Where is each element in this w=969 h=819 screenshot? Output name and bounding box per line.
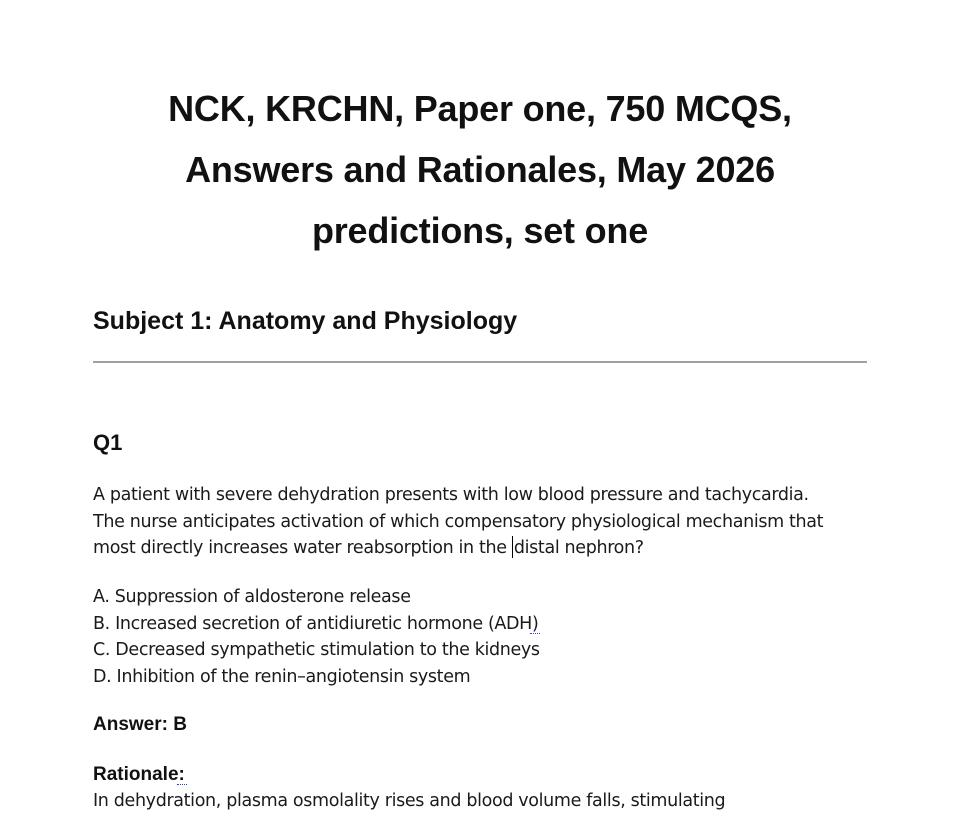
document-title — [93, 78, 867, 261]
title-line: predictions, set one — [311, 210, 649, 251]
stem-line — [93, 535, 867, 562]
answer-line: Answer: B — [93, 714, 187, 735]
rationale-text: In dehydration, plasma osmolality rises and blood volume falls, stimulating — [93, 791, 726, 811]
title-line: NCK, KRCHN, Paper one, 750 MCQS, — [168, 88, 792, 129]
option-c: C. Decreased sympathetic stimulation to the kidneys — [93, 640, 540, 660]
option-a: A. Suppression of aldosterone release — [93, 587, 411, 607]
stem-line-text: distal nephron? — [513, 538, 644, 558]
rationale-heading — [93, 762, 185, 788]
text-cursor — [512, 536, 513, 558]
spell-check-mark[interactable]: : — [178, 764, 185, 785]
stem-line: The nurse anticipates activation of which compensatory physiological mechanism that — [93, 511, 824, 532]
option-b — [93, 611, 867, 638]
answer-options — [93, 584, 867, 690]
stem-line: A patient with severe dehydration presents with low blood pressure and tachycardia. — [93, 485, 809, 505]
subject-heading: Subject 1: Anatomy and Physiology — [93, 307, 518, 335]
option-b-text: B. Increased secretion of antidiuretic hormone (ADH — [93, 613, 532, 634]
stem-line-text: most directly increases water reabsorption in the — [93, 538, 512, 558]
horizontal-divider — [93, 361, 867, 363]
question-stem[interactable] — [93, 482, 867, 562]
rationale-label: Rationale — [93, 764, 179, 785]
option-d: D. Inhibition of the renin–angiotensin system — [93, 666, 471, 687]
question-number: Q1 — [93, 430, 123, 455]
title-line: Answers and Rationales, May 2026 — [185, 149, 775, 190]
spell-check-mark[interactable]: ) — [532, 613, 539, 634]
